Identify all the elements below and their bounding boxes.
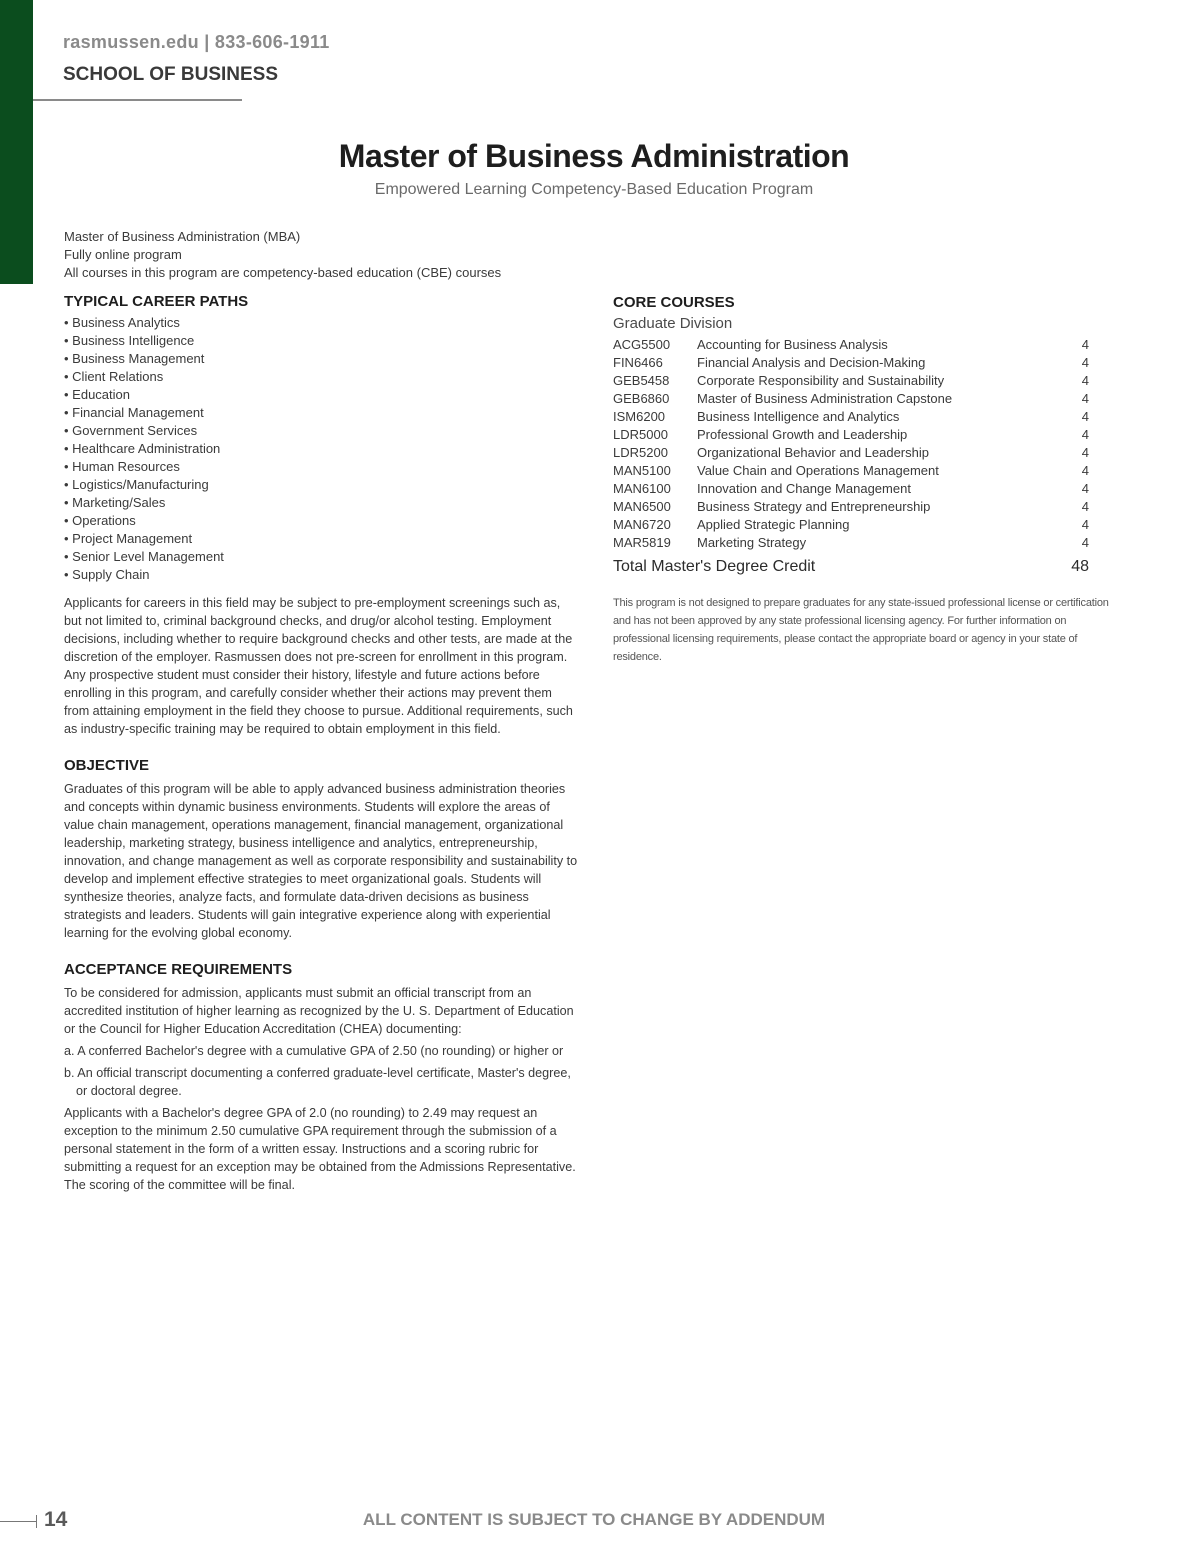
header-school: SCHOOL OF BUSINESS [63, 64, 279, 85]
course-credits: 4 [1081, 499, 1089, 514]
licensing-disclaimer: This program is not designed to prepare graduates for any state-issued professional license or certification and has not been approved by any state professional licensing agency. For further information on professional licensing requirements, please contact the appropriate board or agency in your state of residence. [613, 597, 1109, 663]
acceptance-section [64, 960, 579, 1194]
career-heading: TYPICAL CAREER PATHS [64, 293, 249, 310]
career-item: • Business Analytics [64, 315, 180, 330]
course-code: LDR5000 [613, 427, 668, 442]
course-name: Business Strategy and Entrepreneurship [697, 499, 931, 514]
course-name: Financial Analysis and Decision-Making [697, 355, 926, 370]
course-row [613, 354, 1089, 372]
course-name: Organizational Behavior and Leadership [697, 445, 929, 460]
course-row [613, 516, 1089, 534]
right-column [613, 293, 1125, 666]
course-credits: 4 [1081, 355, 1089, 370]
course-code: MAN6500 [613, 499, 671, 514]
course-name: Innovation and Change Management [697, 481, 911, 496]
career-disclaimer: Applicants for careers in this field may be subject to pre-employment screenings such as, but not limited to, criminal background checks, and drug/or alcohol testing. Employment decisions, including whether to require background checks and other tests, are made at the discretion of the employer. Rasmussen does not pre-screen for enrollment in this program. Any prospective student must consider their history, lifestyle and future actions before enrolling in this program, and carefully consider whether their actions may prevent them from attaining employment in the field they choose to pursue. Additional requirements, such as industry-specific training may be required to obtain employment in this field. [64, 596, 573, 736]
course-row [613, 498, 1089, 516]
intro-line: Fully online program [64, 247, 182, 262]
program-intro [64, 228, 501, 282]
acceptance-intro: To be considered for admission, applicants must submit an official transcript from an accredited institution of higher learning as recognized by the U. S. Department of Education or the Council for Higher Education Accreditation (CHEA) documenting: [64, 986, 574, 1036]
career-item: • Marketing/Sales [64, 495, 166, 510]
course-name: Master of Business Administration Capstone [697, 391, 953, 406]
course-name: Applied Strategic Planning [697, 517, 850, 532]
career-item: • Client Relations [64, 369, 164, 384]
course-code: MAN6100 [613, 481, 671, 496]
career-item: • Government Services [64, 423, 198, 438]
course-credits: 4 [1081, 391, 1089, 406]
course-name: Marketing Strategy [697, 535, 807, 550]
career-item: • Financial Management [64, 405, 204, 420]
course-credits: 4 [1081, 427, 1089, 442]
course-credits: 4 [1081, 481, 1089, 496]
course-row [613, 390, 1089, 408]
course-credits: 4 [1081, 337, 1089, 352]
course-credits: 4 [1081, 373, 1089, 388]
course-row [613, 372, 1089, 390]
objective-section [64, 756, 579, 942]
course-name: Professional Growth and Leadership [697, 427, 908, 442]
course-code: FIN6466 [613, 355, 663, 370]
course-code: MAR5819 [613, 535, 671, 550]
objective-heading: OBJECTIVE [64, 757, 150, 774]
career-item: • Operations [64, 513, 136, 528]
objective-text: Graduates of this program will be able to apply advanced business administration theories and concepts within dynamic business environments. Students will explore the areas of value chain management, operations management, financial management, organizational leadership, marketing strategy, business intelligence and analytics, entrepreneurship, innovation, and change management as well as corporate responsibility and sustainability to develop and implement effective strategies to meet organizational goals. Students will synthesize theories, analyze facts, and formulate data-driven decisions as business strategists and leaders. Students will gain integrative experience along with experiential learning for the evolving global economy. [64, 782, 578, 940]
total-credit-value: 48 [1071, 558, 1089, 575]
course-credits: 4 [1081, 463, 1089, 478]
course-code: GEB5458 [613, 373, 670, 388]
course-credits: 4 [1081, 535, 1089, 550]
header-rule [33, 99, 242, 101]
acceptance-closing: Applicants with a Bachelor's degree GPA of 2.0 (no rounding) to 2.49 may request an exception to the minimum 2.50 cumulative GPA requirement through the submission of a personal statement in the form of a written essay. Instructions and a scoring rubric for submitting a request for an exception may be obtained from the Admissions Representative. The scoring of the committee will be final. [64, 1106, 576, 1192]
career-item: • Project Management [64, 531, 193, 546]
course-row [613, 480, 1089, 498]
course-table [613, 336, 1089, 552]
career-item: • Education [64, 387, 130, 402]
intro-line: Master of Business Administration (MBA) [64, 229, 301, 244]
course-code: ACG5500 [613, 337, 671, 352]
acceptance-heading: ACCEPTANCE REQUIREMENTS [64, 961, 293, 978]
course-code: ISM6200 [613, 409, 666, 424]
course-code: MAN5100 [613, 463, 671, 478]
course-row [613, 336, 1089, 354]
intro-line: All courses in this program are competency-based education (CBE) courses [64, 265, 502, 280]
career-list [64, 314, 579, 584]
acceptance-item-a: a. A conferred Bachelor's degree with a cumulative GPA of 2.50 (no rounding) or higher or [64, 1044, 564, 1058]
career-item: • Healthcare Administration [64, 441, 221, 456]
green-side-corner [0, 250, 33, 284]
course-credits: 4 [1081, 517, 1089, 532]
course-row [613, 426, 1089, 444]
header-url-phone: rasmussen.edu | 833-606-1911 [63, 32, 330, 52]
course-name: Value Chain and Operations Management [697, 463, 939, 478]
career-item: • Business Intelligence [64, 333, 195, 348]
page-subtitle: Empowered Learning Competency-Based Education Program [374, 181, 814, 198]
career-item: • Business Management [64, 351, 205, 366]
course-code: GEB6860 [613, 391, 670, 406]
course-row [613, 462, 1089, 480]
career-item: • Supply Chain [64, 567, 150, 582]
course-name: Business Intelligence and Analytics [697, 409, 900, 424]
total-credit-row [613, 558, 1089, 576]
core-heading: CORE COURSES [613, 294, 735, 311]
page-title: Master of Business Administration [338, 138, 850, 174]
acceptance-item-b: b. An official transcript documenting a conferred graduate-level certificate, Master's degree, or doctoral degree. [64, 1066, 571, 1098]
course-code: LDR5200 [613, 445, 668, 460]
career-item: • Human Resources [64, 459, 180, 474]
course-name: Corporate Responsibility and Sustainability [697, 373, 945, 388]
total-credit-label: Total Master's Degree Credit [613, 558, 816, 575]
left-column [64, 292, 579, 1194]
division-label: Graduate Division [613, 315, 733, 332]
footer-note: ALL CONTENT IS SUBJECT TO CHANGE BY ADDENDUM [362, 1510, 826, 1529]
course-credits: 4 [1081, 409, 1089, 424]
course-code: MAN6720 [613, 517, 671, 532]
course-name: Accounting for Business Analysis [697, 337, 888, 352]
course-credits: 4 [1081, 445, 1089, 460]
course-row [613, 408, 1089, 426]
page-number: 14 [44, 1508, 68, 1531]
course-row [613, 534, 1089, 552]
course-row [613, 444, 1089, 462]
career-item: • Senior Level Management [64, 549, 224, 564]
career-item: • Logistics/Manufacturing [64, 477, 209, 492]
